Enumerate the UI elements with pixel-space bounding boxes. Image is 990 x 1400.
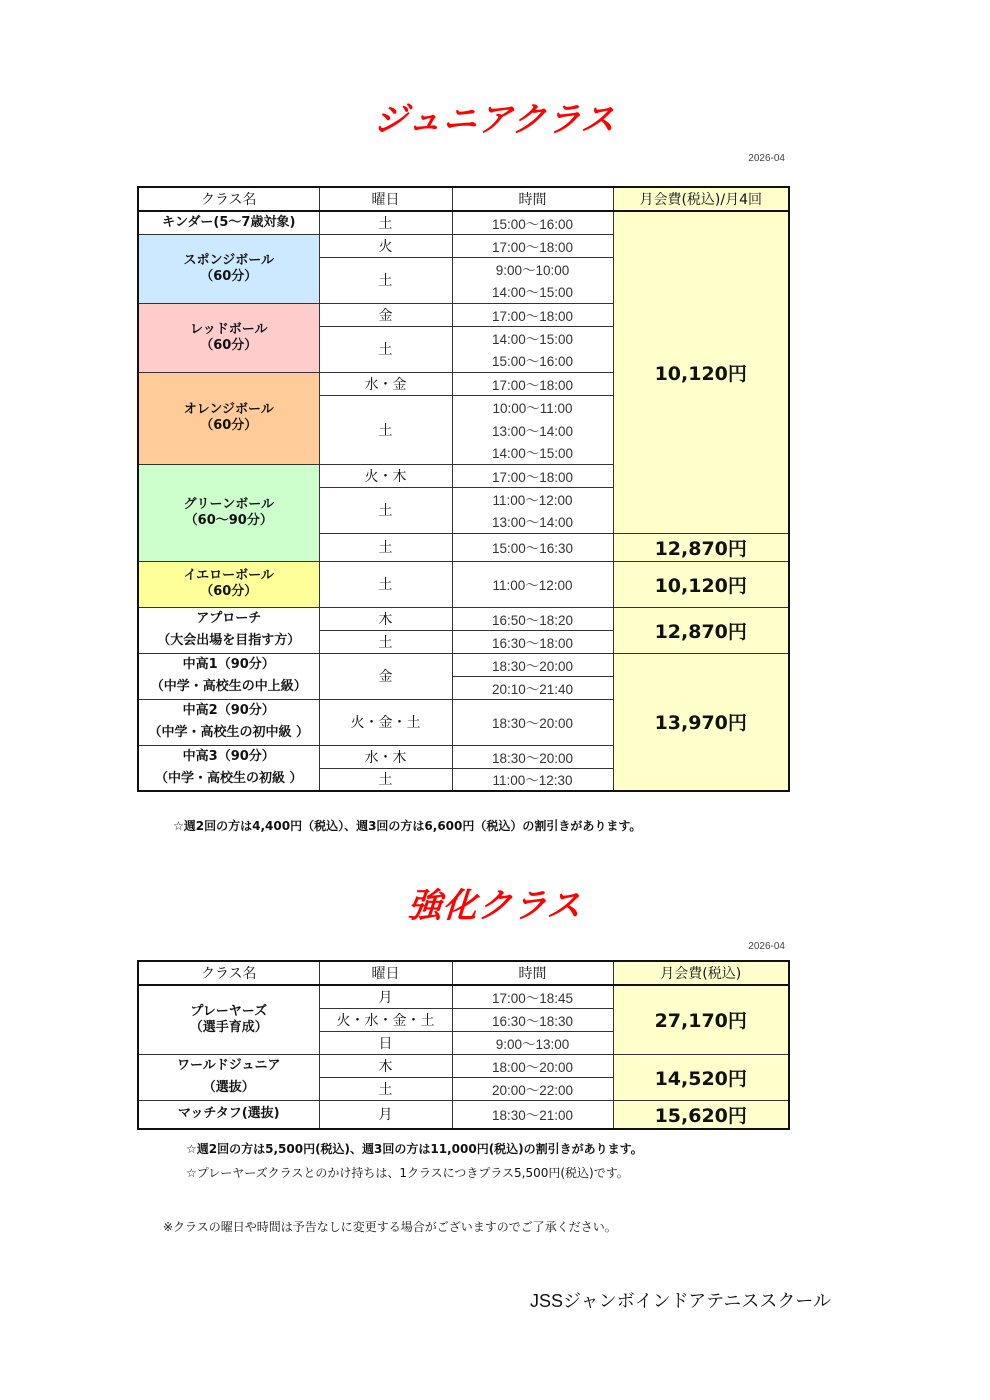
time-cell: 15:00～16:00	[452, 349, 613, 372]
table-row	[138, 985, 789, 1008]
header-time: 時間	[452, 961, 613, 985]
time-cell: 9:00～10:00	[452, 257, 613, 280]
class-name: オレンジボール	[183, 402, 274, 417]
header-time: 時間	[452, 187, 613, 211]
advanced-date: 2026-04	[748, 941, 785, 952]
time-cell: 13:00～14:00	[452, 510, 613, 533]
day-cell: 土	[319, 487, 452, 533]
time-cell: 17:00～18:00	[452, 372, 613, 395]
time-cell: 16:30～18:00	[452, 630, 613, 653]
fee-cell-world: 14,520円	[613, 1054, 789, 1100]
table-header-row	[138, 187, 789, 211]
class-duration: （60分）	[200, 337, 258, 353]
junior-schedule-table	[137, 186, 790, 792]
time-cell: 17:00～18:00	[452, 464, 613, 487]
header-class: クラス名	[138, 961, 319, 985]
day-cell: 水・木	[319, 745, 452, 768]
class-chuko1-sub: （中学・高校生の中上級）	[138, 676, 319, 699]
class-chuko1: 中高1（90分）	[138, 653, 319, 676]
time-cell: 10:00～11:00	[452, 395, 613, 418]
time-cell: 17:00～18:00	[452, 234, 613, 257]
time-cell: 17:00～18:00	[452, 303, 613, 326]
class-approach-sub: （大会出場を目指す方）	[138, 630, 319, 653]
class-name: グリーンボール	[183, 496, 274, 512]
class-name: レッドボール	[189, 321, 268, 337]
time-cell: 14:00～15:00	[452, 441, 613, 464]
time-cell: 20:10～21:40	[452, 676, 613, 699]
advanced-schedule-table	[137, 960, 790, 1130]
day-cell: 土	[319, 257, 452, 303]
day-cell: 火・水・金・土	[319, 1008, 452, 1031]
class-chuko3: 中高3（90分）	[138, 745, 319, 768]
junior-date: 2026-04	[748, 153, 785, 164]
fee-cell-green: 12,870円	[613, 533, 789, 561]
header-fee: 月会費(税込)/月4回	[613, 187, 789, 211]
time-cell: 14:00～15:00	[452, 280, 613, 303]
day-cell: 金	[319, 653, 452, 699]
time-cell: 17:00～18:45	[452, 985, 613, 1008]
day-cell: 土	[319, 561, 452, 607]
day-cell: 火・木	[319, 464, 452, 487]
time-cell: 15:00～16:30	[452, 533, 613, 561]
fee-cell-approach: 12,870円	[613, 607, 789, 653]
class-players	[138, 985, 319, 1054]
time-cell: 11:00～12:00	[452, 561, 613, 607]
fee-cell-yellow: 10,120円	[613, 561, 789, 607]
day-cell: 土	[319, 768, 452, 791]
junior-class-title: ジュニアクラス	[372, 100, 618, 140]
class-duration: （60～90分）	[184, 512, 273, 528]
time-cell: 18:30～21:00	[452, 1100, 613, 1129]
class-chuko3-sub: （中学・高校生の初級 ）	[138, 768, 319, 791]
time-cell: 18:30～20:00	[452, 653, 613, 676]
day-cell: 土	[319, 1077, 452, 1100]
advanced-combo-note: ☆プレーヤーズクラスとのかけ持ちは、1クラスにつきプラス5,500円(税込)です。	[186, 1166, 629, 1180]
day-cell: 土	[319, 395, 452, 464]
junior-discount-note: ☆週2回の方は4,400円（税込）、週3回の方は6,600円（税込）の割引きがあります。	[173, 819, 642, 833]
header-day: 曜日	[319, 187, 452, 211]
header-day: 曜日	[319, 961, 452, 985]
class-name: スポンジボール	[183, 252, 274, 268]
time-cell: 11:00～12:30	[452, 768, 613, 791]
table-row	[138, 653, 789, 676]
class-approach: アプローチ	[138, 607, 319, 630]
time-cell: 18:30～20:00	[452, 699, 613, 745]
day-cell: 木	[319, 1054, 452, 1077]
class-world: ワールドジュニア	[138, 1054, 319, 1077]
header-fee: 月会費(税込)	[613, 961, 789, 985]
class-yellow	[138, 561, 319, 607]
time-cell: 14:00～15:00	[452, 326, 613, 349]
day-cell: 火・金・土	[319, 699, 452, 745]
school-name: JSSジャンボインドアテニススクール	[530, 1291, 832, 1311]
day-cell: 土	[319, 211, 452, 234]
time-cell: 20:00～22:00	[452, 1077, 613, 1100]
class-duration: （60分）	[200, 268, 258, 284]
advanced-discount-note: ☆週2回の方は5,500円(税込)、週3回の方は11,000円(税込)の割引きがあります。	[186, 1142, 643, 1156]
time-cell: 13:00～14:00	[452, 418, 613, 441]
table-row	[138, 1054, 789, 1077]
fee-cell-players: 27,170円	[613, 985, 789, 1054]
class-name: イエローボール	[183, 568, 274, 583]
class-duration: （60分）	[200, 584, 258, 599]
time-cell: 15:00～16:00	[452, 211, 613, 234]
day-cell: 土	[319, 630, 452, 653]
class-green	[138, 464, 319, 561]
day-cell: 火	[319, 234, 452, 257]
time-cell: 9:00～13:00	[452, 1031, 613, 1054]
class-kinder: キンダー(5～7歳対象)	[138, 211, 319, 234]
day-cell: 金	[319, 303, 452, 326]
time-cell: 16:30～18:30	[452, 1008, 613, 1031]
class-orange	[138, 372, 319, 464]
class-chuko2-sub: （中学・高校生の初中級 ）	[138, 722, 319, 745]
table-header-row	[138, 961, 789, 985]
table-row	[138, 607, 789, 630]
disclaimer: ※クラスの曜日や時間は予告なしに変更する場合がございますのでご了承ください。	[163, 1220, 617, 1234]
class-duration: （60分）	[200, 418, 258, 433]
table-row	[138, 211, 789, 234]
class-sub: （選手育成）	[189, 1019, 268, 1035]
day-cell: 月	[319, 1100, 452, 1129]
time-cell: 16:50～18:20	[452, 607, 613, 630]
class-match: マッチタフ(選抜)	[138, 1100, 319, 1129]
fee-cell-chuko: 13,970円	[613, 653, 789, 791]
class-name: プレーヤーズ	[190, 1003, 268, 1019]
class-sponge	[138, 234, 319, 303]
time-cell: 18:30～20:00	[452, 745, 613, 768]
class-world-sub: （選抜）	[138, 1077, 319, 1100]
header-class: クラス名	[138, 187, 319, 211]
day-cell: 日	[319, 1031, 452, 1054]
day-cell: 水・金	[319, 372, 452, 395]
fee-cell-main: 10,120円	[613, 211, 789, 533]
day-cell: 木	[319, 607, 452, 630]
day-cell: 土	[319, 533, 452, 561]
time-cell: 18:00～20:00	[452, 1054, 613, 1077]
table-row	[138, 561, 789, 607]
class-red	[138, 303, 319, 372]
day-cell: 土	[319, 326, 452, 372]
table-row	[138, 1100, 789, 1129]
day-cell: 月	[319, 985, 452, 1008]
advanced-class-title: 強化クラス	[406, 886, 584, 926]
fee-cell-match: 15,620円	[613, 1100, 789, 1129]
time-cell: 11:00～12:00	[452, 487, 613, 510]
class-chuko2: 中高2（90分）	[138, 699, 319, 722]
